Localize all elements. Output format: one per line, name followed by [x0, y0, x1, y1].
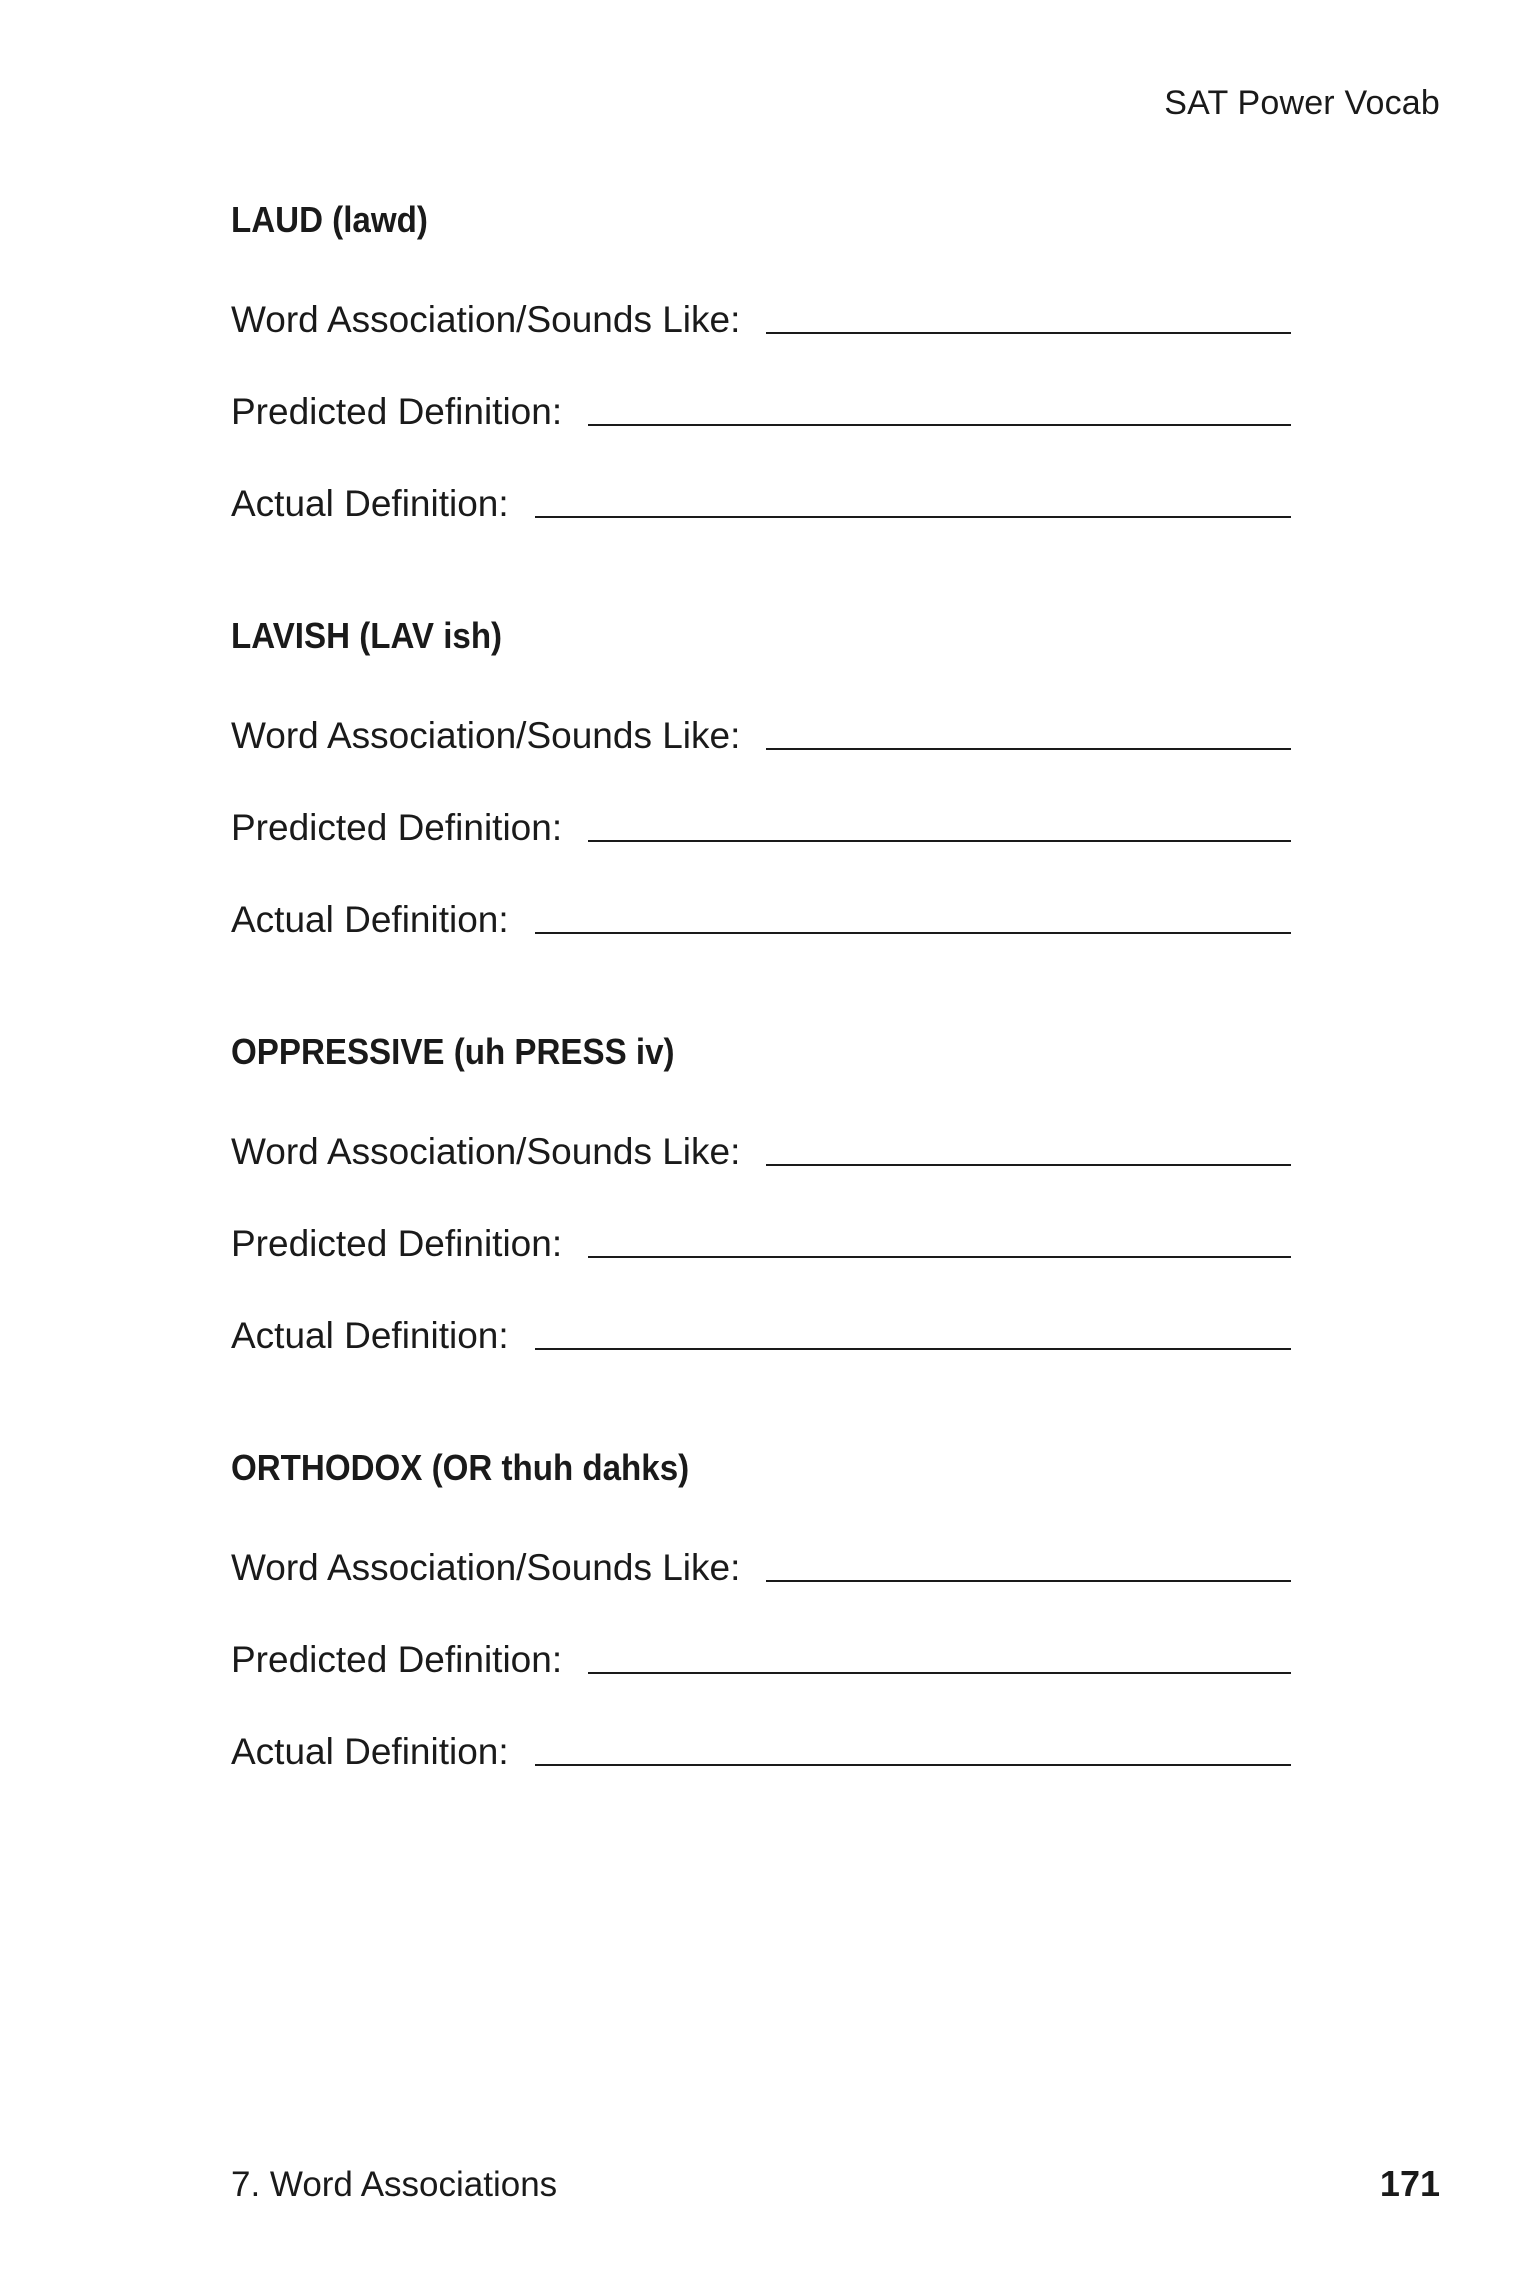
vocab-entry — [231, 1022, 1291, 1438]
headword: OPPRESSIVE (uh PRESS iv) — [231, 1031, 675, 1072]
predicted-definition-field — [231, 790, 1291, 850]
field-label: Word Association/Sounds Like: — [231, 1131, 741, 1172]
chapter-footer: 7. Word Associations — [231, 2165, 558, 2204]
running-head: SAT Power Vocab — [1164, 84, 1440, 122]
headword: LAUD (lawd) — [231, 199, 428, 240]
field-label: Actual Definition: — [231, 1315, 509, 1356]
blank-line — [588, 840, 1291, 842]
blank-line — [535, 516, 1291, 518]
headword: ORTHODOX (OR thuh dahks) — [231, 1447, 690, 1488]
vocab-worksheet — [231, 190, 1291, 1854]
predicted-definition-field — [231, 1206, 1291, 1266]
blank-line — [766, 748, 1291, 750]
blank-line — [535, 932, 1291, 934]
field-label: Predicted Definition: — [231, 1639, 563, 1680]
headword: LAVISH (LAV ish) — [231, 615, 503, 656]
word-association-field — [231, 282, 1291, 342]
word-association-field — [231, 1530, 1291, 1590]
blank-line — [588, 1672, 1291, 1674]
actual-definition-field — [231, 466, 1291, 526]
field-label: Actual Definition: — [231, 899, 509, 940]
blank-line — [588, 1256, 1291, 1258]
blank-line — [766, 1580, 1291, 1582]
field-label: Predicted Definition: — [231, 391, 563, 432]
actual-definition-field — [231, 1714, 1291, 1774]
field-label: Actual Definition: — [231, 1731, 509, 1772]
word-association-field — [231, 1114, 1291, 1174]
field-label: Word Association/Sounds Like: — [231, 1547, 741, 1588]
field-label: Word Association/Sounds Like: — [231, 715, 741, 756]
field-label: Predicted Definition: — [231, 807, 563, 848]
blank-line — [588, 424, 1291, 426]
field-label: Predicted Definition: — [231, 1223, 563, 1264]
predicted-definition-field — [231, 1622, 1291, 1682]
blank-line — [766, 332, 1291, 334]
vocab-entry — [231, 1438, 1291, 1854]
field-label: Actual Definition: — [231, 483, 509, 524]
blank-line — [535, 1764, 1291, 1766]
predicted-definition-field — [231, 374, 1291, 434]
vocab-entry — [231, 606, 1291, 1022]
page-number: 171 — [1379, 2163, 1440, 2204]
blank-line — [535, 1348, 1291, 1350]
blank-line — [766, 1164, 1291, 1166]
vocab-entry — [231, 190, 1291, 606]
actual-definition-field — [231, 1298, 1291, 1358]
field-label: Word Association/Sounds Like: — [231, 299, 741, 340]
word-association-field — [231, 698, 1291, 758]
actual-definition-field — [231, 882, 1291, 942]
